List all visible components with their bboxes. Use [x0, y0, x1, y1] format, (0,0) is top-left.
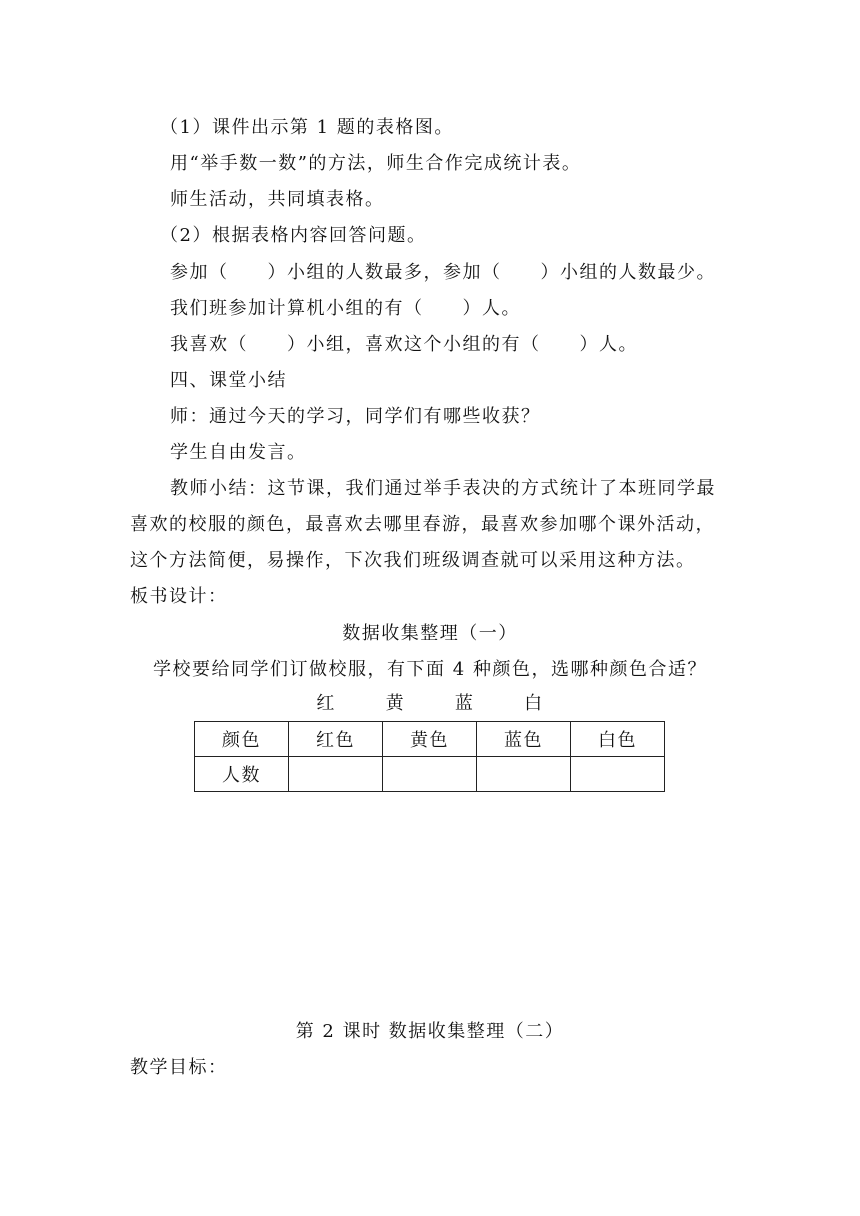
table-cell: 红色: [289, 722, 383, 757]
table-cell: [571, 757, 665, 792]
paragraph-line: 教师小结：这节课，我们通过举手表决的方式统计了本班同学最: [170, 478, 716, 499]
color-options: [0, 692, 860, 716]
color-tally-table: [194, 721, 665, 792]
color-option: 红: [316, 693, 336, 714]
paragraph-line: 喜欢的校服的颜色，最喜欢去哪里春游，最喜欢参加哪个课外活动，: [130, 514, 715, 535]
table-cell: [383, 757, 477, 792]
question-line: 我们班参加计算机小组的有（ ）人。: [170, 298, 521, 319]
step-2-text: （2）根据表格内容回答问题。: [160, 225, 427, 246]
table-cell: 人数: [195, 757, 289, 792]
color-option: 蓝: [454, 693, 475, 714]
question-line: 参加（ ）小组的人数最多，参加（ ）小组的人数最少。: [170, 262, 716, 283]
paragraph-line: 用“举手数一数”的方法，师生合作完成统计表。: [170, 153, 582, 174]
table-cell: 颜色: [195, 722, 289, 757]
table-cell: [477, 757, 571, 792]
question-line: 我喜欢（ ）小组，喜欢这个小组的有（ ）人。: [170, 334, 638, 355]
step-1-text: （1）课件出示第 1 题的表格图。: [160, 117, 454, 138]
color-option: 黄: [385, 693, 406, 714]
section-heading: 四、课堂小结: [170, 370, 287, 391]
table-row: [195, 757, 665, 792]
paragraph-line: 学生自由发言。: [170, 442, 307, 463]
objectives-label: 教学目标：: [130, 1057, 228, 1078]
paragraph-line: 师生活动，共同填表格。: [170, 189, 385, 210]
table-cell: [289, 757, 383, 792]
color-option: 白: [524, 693, 544, 714]
board-title: 数据收集整理（一）: [342, 623, 518, 644]
board-design-label: 板书设计：: [130, 586, 228, 607]
paragraph-line: 师：通过今天的学习，同学们有哪些收获？: [170, 406, 541, 427]
board-question: 学校要给同学们订做校服，有下面 4 种颜色，选哪种颜色合适？: [153, 659, 707, 680]
paragraph-line: 这个方法简便，易操作，下次我们班级调查就可以采用这种方法。: [130, 550, 696, 571]
table-cell: 蓝色: [477, 722, 571, 757]
table-cell: 黄色: [383, 722, 477, 757]
table-cell: 白色: [571, 722, 665, 757]
table-header-row: [195, 722, 665, 757]
lesson-2-title: 第 2 课时 数据收集整理（二）: [295, 1021, 565, 1042]
